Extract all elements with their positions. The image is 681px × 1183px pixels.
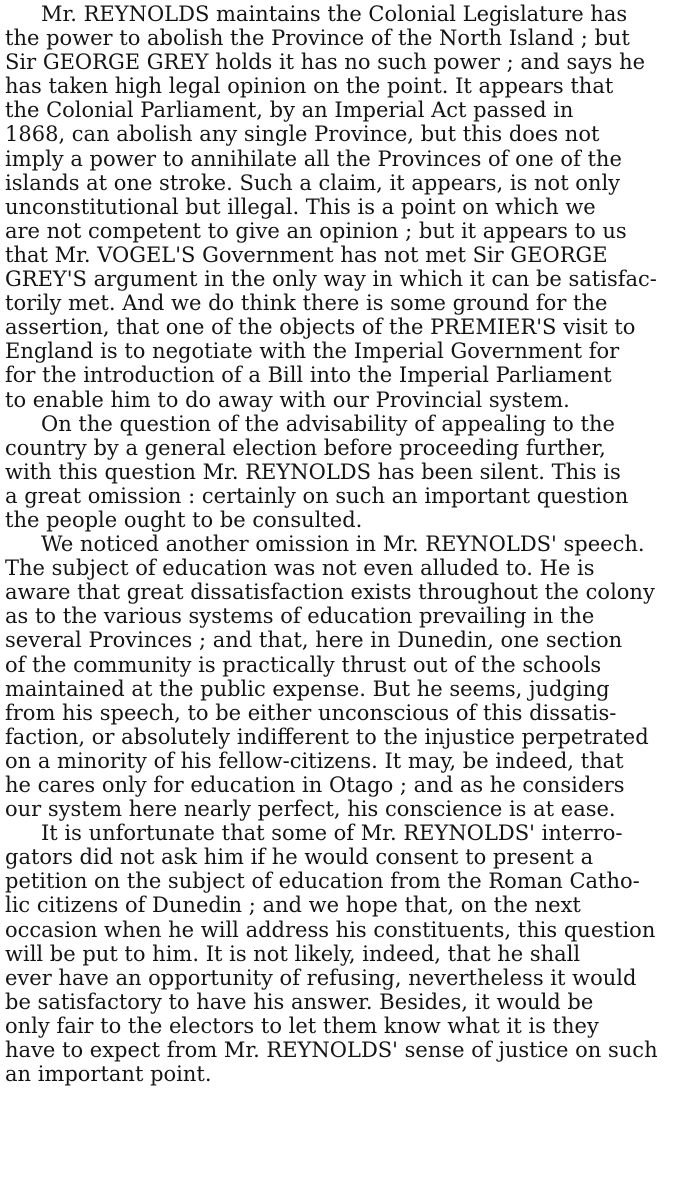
text-line: on a minority of his fellow-citizens. It may, be indeed, that	[5, 748, 624, 773]
text-line: our system here nearly perfect, his conscience is at ease.	[5, 797, 616, 822]
article-paragraph	[0, 2, 681, 412]
text-line: of the community is practically thrust out of the schools	[5, 652, 602, 677]
text-line: petition on the subject of education from the Roman Catho-	[5, 869, 640, 894]
text-line: from his speech, to be either unconscious of this dissatis-	[5, 700, 617, 725]
article-body	[0, 2, 681, 1086]
text-line: England is to negotiate with the Imperial Government for	[5, 339, 620, 364]
article-paragraph	[0, 821, 681, 1086]
text-line: he cares only for education in Otago ; and as he considers	[5, 773, 625, 797]
text-line: imply a power to annihilate all the Provinces of one of the	[5, 146, 622, 171]
text-line: be satisfactory to have his answer. Besides, it would be	[5, 989, 594, 1014]
text-line: with this question Mr. REYNOLDS has been silent. This is	[5, 459, 621, 484]
text-line: has taken high legal opinion on the point. It appears that	[5, 74, 614, 99]
text-line: an important point.	[5, 1062, 212, 1087]
text-line: the people ought to be consulted.	[5, 507, 363, 532]
text-line: faction, or absolutely indifferent to the injustice perpetrated	[5, 724, 649, 749]
text-line: for the introduction of a Bill into the Imperial Parliament	[5, 363, 612, 388]
text-line: that Mr. VOGEL'S Government has not met Sir GEORGE	[5, 242, 608, 267]
text-line: several Provinces ; and that, here in Dunedin, one section	[5, 628, 623, 653]
text-line: aware that great dissatisfaction exists throughout the colony	[5, 580, 655, 605]
text-line: torily met. And we do think there is some ground for the	[5, 291, 608, 316]
text-line: will be put to him. It is not likely, indeed, that he shall	[5, 941, 581, 966]
text-line: the power to abolish the Province of the North Island ; but	[5, 26, 630, 51]
text-line: ever have an opportunity of refusing, nevertheless it would	[5, 965, 637, 990]
text-line: country by a general election before proceeding further,	[5, 435, 606, 460]
text-line: unconstitutional but illegal. This is a point on which we	[5, 194, 596, 219]
text-line: We noticed another omission in Mr. REYNOLDS' speech.	[41, 532, 645, 557]
text-line: are not competent to give an opinion ; but it appears to us	[5, 218, 627, 243]
text-line: The subject of education was not even alluded to. He is	[5, 556, 595, 581]
text-line: as to the various systems of education prevailing in the	[5, 604, 595, 629]
article-paragraph	[0, 532, 681, 821]
text-line: On the question of the advisability of appealing to the	[41, 411, 615, 436]
text-line: Sir GEORGE GREY holds it has no such power ; and says he	[5, 50, 646, 75]
text-line: gators did not ask him if he would consent to present a	[5, 845, 594, 870]
text-line: only fair to the electors to let them know what it is they	[5, 1013, 599, 1038]
text-line: to enable him to do away with our Provincial system.	[5, 387, 570, 412]
text-line: 1868, can abolish any single Province, but this does not	[5, 122, 600, 147]
text-line: the Colonial Parliament, by an Imperial Act passed in	[5, 98, 574, 123]
text-line: GREY'S argument in the only way in which it can be satisfac-	[5, 267, 657, 292]
text-line: assertion, that one of the objects of the PREMIER'S visit to	[5, 315, 636, 340]
text-line: Mr. REYNOLDS maintains the Colonial Legislature has	[41, 2, 628, 26]
text-line: occasion when he will address his constituents, this question	[5, 917, 656, 942]
text-line: have to expect from Mr. REYNOLDS' sense of justice on such	[5, 1038, 658, 1063]
text-line: a great omission : certainly on such an important question	[5, 483, 629, 508]
text-line: maintained at the public expense. But he seems, judging	[5, 676, 610, 701]
text-line: islands at one stroke. Such a claim, it appears, is not only	[5, 170, 621, 195]
article-paragraph	[0, 412, 681, 532]
text-line: It is unfortunate that some of Mr. REYNOLDS' interro-	[41, 821, 623, 846]
text-line: lic citizens of Dunedin ; and we hope that, on the next	[5, 893, 581, 918]
